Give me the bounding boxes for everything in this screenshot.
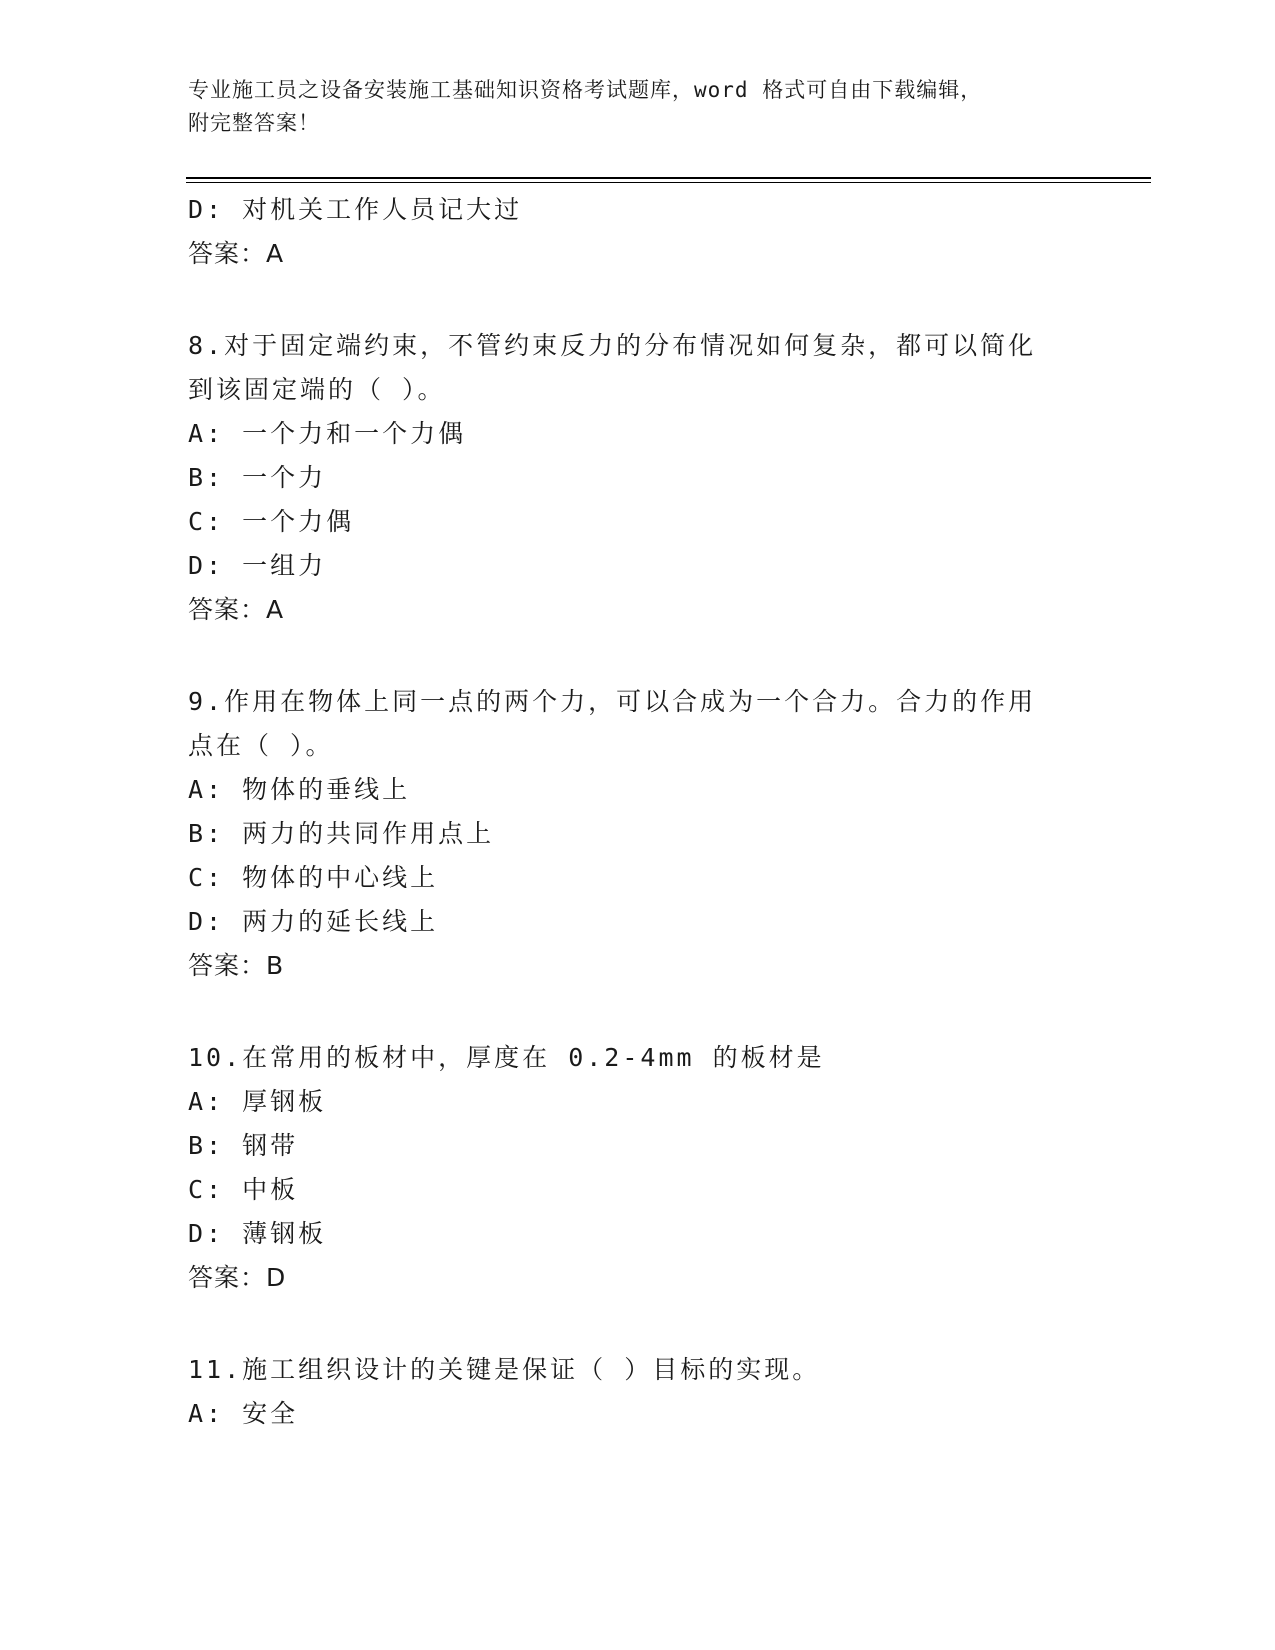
q8-option-a: A: 一个力和一个力偶	[188, 419, 467, 448]
q9-option-a: A: 物体的垂线上	[188, 775, 411, 804]
q7-option-d: D: 对机关工作人员记大过	[188, 195, 523, 224]
q10-option-d: D: 薄钢板	[188, 1219, 327, 1248]
q8-answer: 答案：A	[188, 595, 285, 624]
q7-answer: 答案：A	[188, 239, 285, 268]
q8-stem-line-1: 8.对于固定端约束，不管约束反力的分布情况如何复杂，都可以简化	[188, 331, 1037, 360]
q9-option-c: C: 物体的中心线上	[188, 863, 439, 892]
q10-answer: 答案：D	[188, 1263, 287, 1292]
q11-stem-line-1: 11.施工组织设计的关键是保证（ ）目标的实现。	[188, 1355, 821, 1384]
header-divider-thin	[186, 182, 1151, 183]
header-line-2: 附完整答案！	[188, 111, 320, 135]
q11-option-a: A: 安全	[188, 1399, 299, 1428]
document-header	[188, 74, 1088, 140]
header-line-1: 专业施工员之设备安装施工基础知识资格考试题库，word 格式可自由下载编辑，	[188, 78, 983, 102]
q8-option-b: B: 一个力	[188, 463, 327, 492]
q8-stem-line-2: 到该固定端的（ ）。	[188, 375, 446, 404]
q10-option-c: C: 中板	[188, 1175, 299, 1204]
q10-option-a: A: 厚钢板	[188, 1087, 327, 1116]
q9-option-b: B: 两力的共同作用点上	[188, 819, 495, 848]
q9-answer: 答案：B	[188, 951, 285, 980]
header-divider-thick	[186, 177, 1151, 179]
q8-option-c: C: 一个力偶	[188, 507, 355, 536]
q8-option-d: D: 一组力	[188, 551, 327, 580]
q9-stem-line-2: 点在（ ）。	[188, 731, 334, 760]
q10-option-b: B: 钢带	[188, 1131, 299, 1160]
q10-stem-line-1: 10.在常用的板材中，厚度在 0.2-4mm 的板材是	[188, 1043, 825, 1072]
q9-option-d: D: 两力的延长线上	[188, 907, 439, 936]
q9-stem-line-1: 9.作用在物体上同一点的两个力，可以合成为一个合力。合力的作用	[188, 687, 1037, 716]
